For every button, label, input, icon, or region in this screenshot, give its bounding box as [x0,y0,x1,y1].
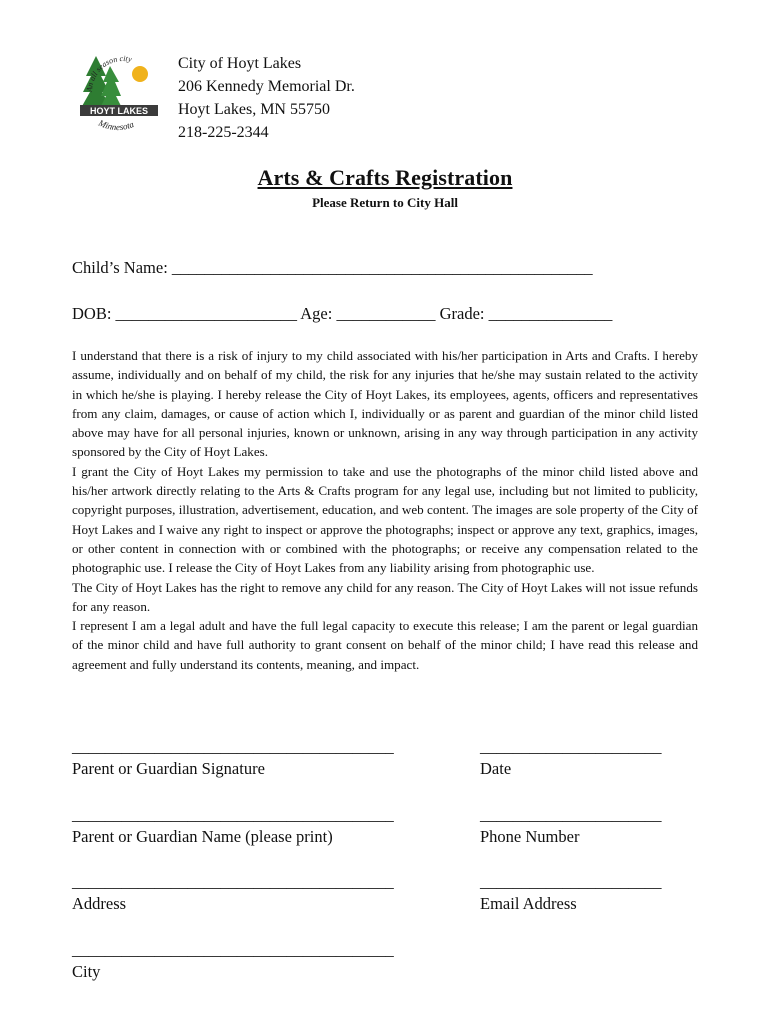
legal-capacity-paragraph: I represent I am a legal adult and have the full legal capacity to execute this release; I am the parent or legal guardian of the minor child and have full authority to grant consent on behalf of the minor child; I have read this release and agreement and fully understand its contents, meaning, and impact. [72,618,698,672]
release-agreement-text [72,346,698,674]
phone-label: Phone Number [480,827,580,846]
email-block[interactable] [480,873,662,914]
phone-block[interactable] [480,806,662,847]
city-block[interactable] [72,941,394,982]
logo-state-text: Minnesota [97,117,136,133]
signature-line[interactable]: _______________________________________ [72,872,394,891]
parent-signature-block[interactable] [72,738,394,779]
address-line: 218-225-2344 [178,124,269,141]
hoyt-lakes-logo [76,52,162,142]
address-label: Address [72,894,127,913]
address-block[interactable] [72,873,394,914]
logo-tagline-text: An all season city [84,53,133,93]
child-name-field[interactable]: Child’s Name: ___________________________________________________ [72,258,593,277]
form-subtitle: Please Return to City Hall [312,195,458,210]
parent-name-block[interactable] [72,806,394,847]
photo-permission-paragraph: I grant the City of Hoyt Lakes my permission to take and use the photographs of the minor child listed above and his/her artwork directly relating to the Arts & Crafts program for any legal use, including but not limited to publicity, copyright purposes, illustration, advertisement, education, and web content. The images are sole property of the City of Hoyt Lakes and I waive any right to inspect or approve the photographs; inspect or approve any text, graphics, images, or other content in connection with or combined with the photographs; or receive any compensation related to the photographic use. I release the City of Hoyt Lakes from any liability arising from photographic use. [72,463,698,576]
email-label: Email Address [480,894,577,913]
signature-line[interactable]: _______________________________________ [72,737,394,756]
signature-line[interactable]: ______________________ [480,737,662,756]
city-address-block [178,52,355,144]
sun-icon [132,66,148,82]
city-label: City [72,962,101,981]
signature-line[interactable]: ______________________ [480,805,662,824]
parent-name-label: Parent or Guardian Name (please print) [72,827,333,846]
date-label: Date [480,759,512,778]
signature-line[interactable]: ______________________ [480,872,662,891]
parent-signature-label: Parent or Guardian Signature [72,759,265,778]
address-line: City of Hoyt Lakes [178,55,302,72]
date-block[interactable] [480,738,662,779]
removal-refund-paragraph: The City of Hoyt Lakes has the right to remove any child for any reason. The City of Hoyt Lakes will not issue refunds for any reason. [72,579,698,614]
form-title: Arts & Crafts Registration [257,165,513,190]
address-line: 206 Kennedy Memorial Dr. [178,78,355,95]
injury-release-paragraph: I understand that there is a risk of injury to my child associated with his/her participation in Arts and Crafts. I hereby assume, individually and on behalf of my child, the risk for any injuries that he/she may sustain related to the activity in which he/she is playing. I hereby release the City of Hoyt Lakes, its employees, agents, officers and representatives from any claim, damages, or cause of action which I, individually or as parent and guardian of the minor child listed above may have for all personal injuries, known or unknown, arising in any way through participation in any activity sponsored by the City of Hoyt Lakes. [72,348,698,460]
signature-line[interactable]: _______________________________________ [72,805,394,824]
logo-name-text: HOYT LAKES [89,106,149,116]
signature-line[interactable]: _______________________________________ [72,940,394,959]
address-line: Hoyt Lakes, MN 55750 [178,101,330,118]
dob-age-grade-field[interactable]: DOB: ______________________ Age: ____________ Grade: _______________ [72,304,613,323]
